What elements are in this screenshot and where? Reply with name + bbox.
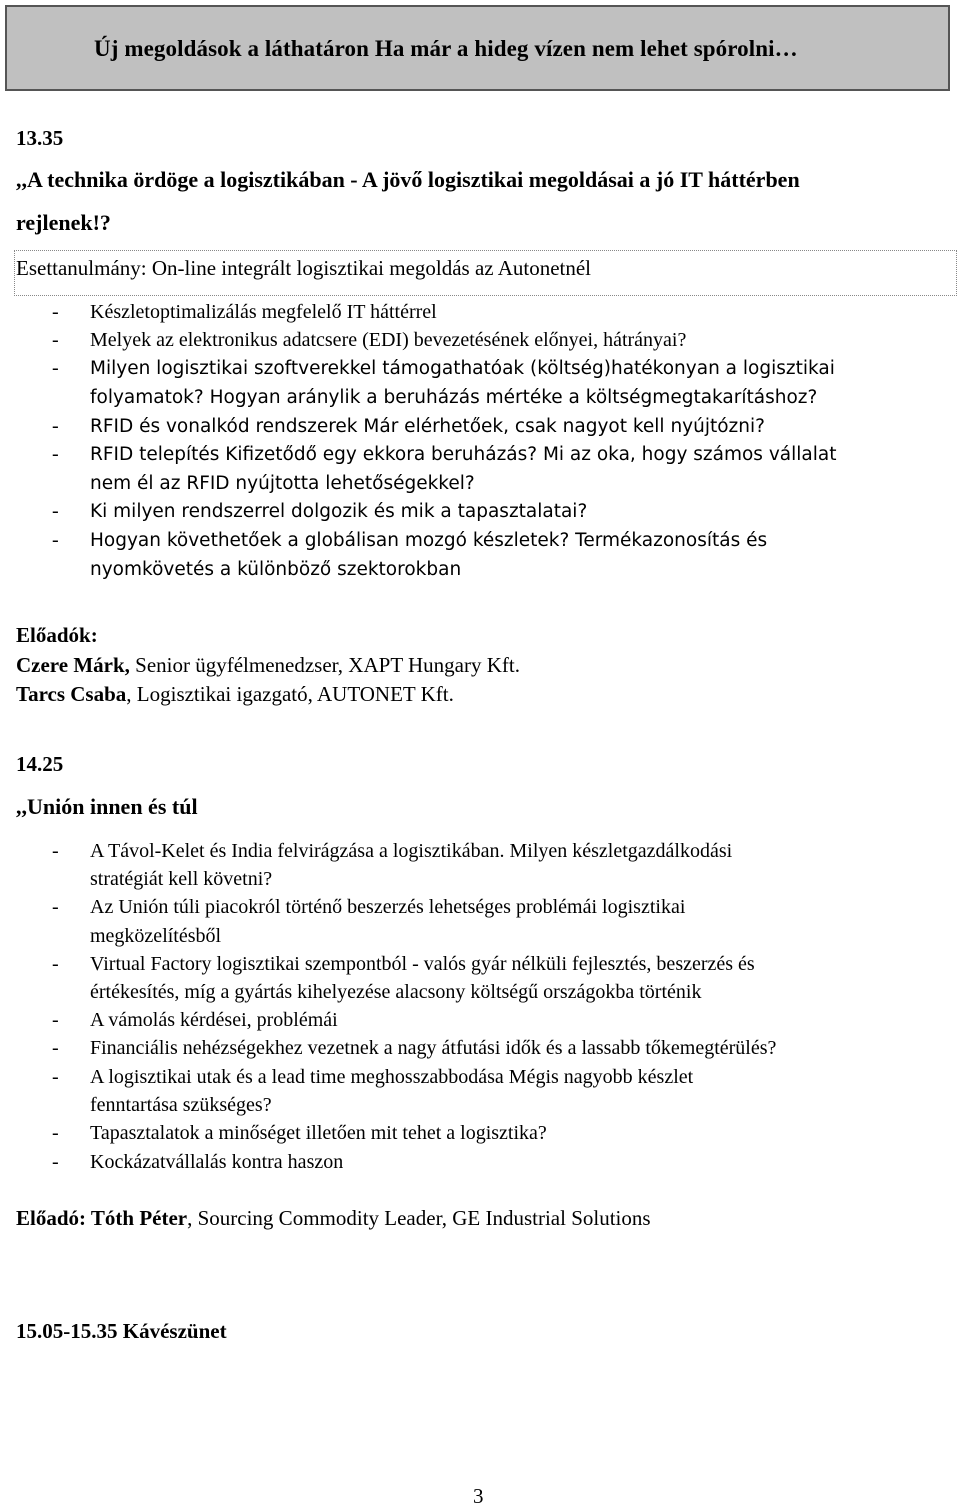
speakers-label: Előadók: [16, 623, 98, 647]
session1-bullet-3-cont: folyamatok? Hogyan aránylik a beruházás mértéke a költségmegtakarításhoz? [90, 387, 818, 408]
session2-bullet-1-cont: stratégiát kell követni? [90, 868, 273, 890]
session2-bullet-2: Az Unión túli piacokról történő beszerzés lehetséges problémái logisztikai [90, 896, 686, 918]
session2-time: 14.25 [16, 752, 64, 776]
session2-bullet-7: Tapasztalatok a minőséget illetően mit tehet a logisztika? [90, 1122, 547, 1144]
session2-bullet-2-cont: megközelítésből [90, 925, 222, 947]
session2-title: ,,Unión innen és túl [16, 794, 198, 819]
bullet-dash: - [52, 953, 59, 975]
session2-bullet-4: A vámolás kérdései, problémái [90, 1009, 338, 1031]
session2-bullet-3: Virtual Factory logisztikai szempontból - valós gyár nélküli fejlesztés, beszerzés és [90, 953, 755, 975]
session1-bullet-7-cont: nyomkövetés a különböző szektorokban [90, 559, 462, 580]
case-study-title: Esettanulmány: On-line integrált logisztikai megoldás az Autonetnél [16, 256, 592, 280]
session2-bullet-6: A logisztikai utak és a lead time meghosszabbodása Mégis nagyobb készlet [90, 1066, 694, 1088]
coffee-break: 15.05-15.35 Kávészünet [16, 1319, 227, 1343]
session1-bullet-1: Készletoptimalizálás megfelelő IT háttérrel [90, 301, 437, 323]
session2-bullet-8: Kockázatvállalás kontra haszon [90, 1151, 344, 1173]
session1-time: 13.35 [16, 126, 64, 150]
session1-bullet-2: Melyek az elektronikus adatcsere (EDI) bevezetésének előnyei, hátrányai? [90, 329, 687, 351]
bullet-dash: - [52, 1066, 59, 1088]
bullet-dash: - [52, 896, 59, 918]
bullet-dash: - [52, 840, 59, 862]
bullet-dash: - [52, 329, 59, 351]
bullet-dash: - [52, 529, 59, 551]
speaker-2-role: , Logisztikai igazgató, AUTONET Kft. [126, 682, 454, 706]
session2-speaker [16, 1206, 651, 1231]
header-title: Új megoldások a láthatáron Ha már a hideg vízen nem lehet spórolni… [94, 36, 798, 61]
session2-speaker-role: , Sourcing Commodity Leader, GE Industrial Solutions [187, 1206, 651, 1230]
speaker-2-name: Tarcs Csaba [16, 682, 127, 706]
session2-bullet-1: A Távol-Kelet és India felvirágzása a logisztikában. Milyen készletgazdálkodási [90, 840, 733, 862]
page-number: 3 [473, 1484, 484, 1508]
session1-bullet-5: RFID telepítés Kifizetődő egy ekkora beruházás? Mi az oka, hogy számos vállalat [90, 444, 837, 465]
bullet-dash: - [52, 1009, 59, 1031]
bullet-dash: - [52, 357, 59, 379]
session1-bullet-4: RFID és vonalkód rendszerek Már elérhetőek, csak nagyot kell nyújtózni? [90, 416, 765, 437]
speaker-2 [16, 682, 454, 707]
session1-bullet-7: Hogyan követhetőek a globálisan mozgó készletek? Termékazonosítás és [90, 530, 768, 551]
session1-bullet-6: Ki milyen rendszerrel dolgozik és mik a tapasztalatai? [90, 501, 588, 522]
bullet-dash: - [52, 1122, 59, 1144]
bullet-dash: - [52, 1037, 59, 1059]
session1-bullet-3: Milyen logisztikai szoftverekkel támogathatóak (költség)hatékonyan a logisztikai [90, 358, 835, 379]
session2-bullet-3-cont: értékesítés, míg a gyártás kihelyezése alacsony költségű országokba történik [90, 981, 702, 1003]
session2-bullet-6-cont: fenntartása szükséges? [90, 1094, 272, 1116]
session1-title-line2: rejlenek!? [16, 210, 111, 235]
speaker-1-role: Senior ügyfélmenedzser, XAPT Hungary Kft. [129, 653, 520, 677]
speaker-1 [16, 653, 520, 678]
bullet-dash: - [52, 443, 59, 465]
session2-bullet-5: Financiális nehézségekhez vezetnek a nagy átfutási idők és a lassabb tőkemegtérülés? [90, 1037, 777, 1059]
bullet-dash: - [52, 301, 59, 323]
bullet-dash: - [52, 500, 59, 522]
session1-bullet-5-cont: nem él az RFID nyújtotta lehetőségekkel? [90, 473, 475, 494]
bullet-dash: - [52, 1151, 59, 1173]
session1-title-line1: ,,A technika ördöge a logisztikában - A jövő logisztikai megoldásai a jó IT háttérben [16, 167, 800, 192]
speaker-1-name: Czere Márk, [16, 653, 130, 677]
session2-speaker-label: Előadó: Tóth Péter [16, 1206, 188, 1230]
bullet-dash: - [52, 415, 59, 437]
